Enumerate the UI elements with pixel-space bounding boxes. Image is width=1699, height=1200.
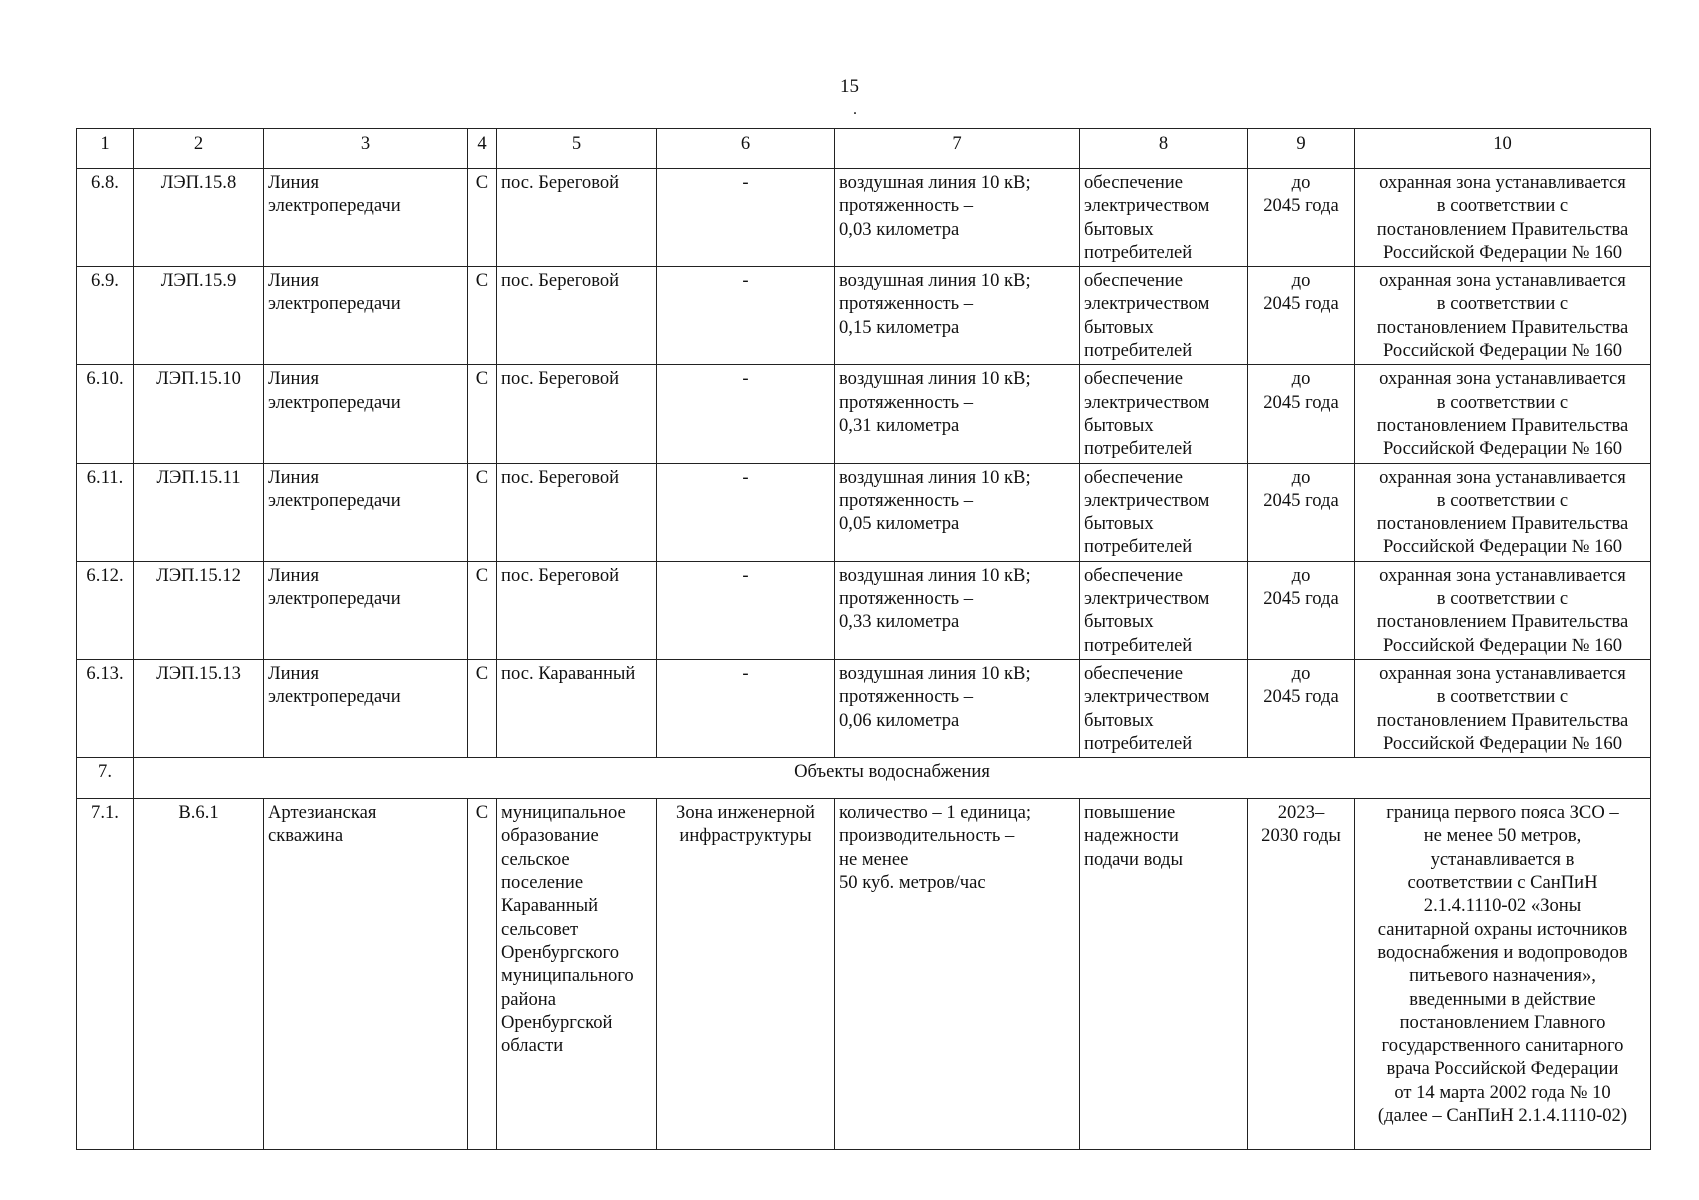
object-code: ЛЭП.15.12 — [134, 561, 264, 659]
object-location: пос. Береговой — [497, 365, 657, 463]
object-name: Линия электропередачи — [264, 365, 468, 463]
column-number: 9 — [1248, 129, 1355, 169]
object-code: ЛЭП.15.11 — [134, 463, 264, 561]
object-characteristics: воздушная линия 10 кВ; протяженность – 0,15 километра — [835, 267, 1080, 365]
functional-zone: - — [657, 659, 835, 757]
column-number: 8 — [1080, 129, 1248, 169]
functional-zone: - — [657, 463, 835, 561]
implementation-term: до 2045 года — [1248, 365, 1355, 463]
zone-restrictions: охранная зона устанавливается в соответствии с постановлением Правительства Российской Федерации № 160 — [1355, 169, 1651, 267]
row-number: 6.12. — [77, 561, 134, 659]
column-number: 6 — [657, 129, 835, 169]
column-number: 5 — [497, 129, 657, 169]
dot-mark: . — [853, 101, 857, 118]
row-number: 7.1. — [77, 799, 134, 1150]
object-status: С — [468, 799, 497, 1150]
zone-restrictions: охранная зона устанавливается в соответствии с постановлением Правительства Российской Федерации № 160 — [1355, 267, 1651, 365]
object-status: С — [468, 463, 497, 561]
implementation-term: до 2045 года — [1248, 659, 1355, 757]
table-row — [77, 169, 1651, 267]
object-characteristics: воздушная линия 10 кВ; протяженность – 0,33 километра — [835, 561, 1080, 659]
object-purpose: повышение надежности подачи воды — [1080, 799, 1248, 1150]
object-code: В.6.1 — [134, 799, 264, 1150]
object-characteristics: воздушная линия 10 кВ; протяженность – 0,05 километра — [835, 463, 1080, 561]
implementation-term: 2023– 2030 годы — [1248, 799, 1355, 1150]
row-number: 6.13. — [77, 659, 134, 757]
column-number-row — [77, 129, 1651, 169]
object-location: пос. Береговой — [497, 463, 657, 561]
object-status: С — [468, 561, 497, 659]
zone-restrictions: охранная зона устанавливается в соответствии с постановлением Правительства Российской Федерации № 160 — [1355, 365, 1651, 463]
functional-zone: - — [657, 365, 835, 463]
row-number: 6.8. — [77, 169, 134, 267]
table-row — [77, 659, 1651, 757]
functional-zone: Зона инженерной инфраструктуры — [657, 799, 835, 1150]
object-status: С — [468, 659, 497, 757]
functional-zone: - — [657, 169, 835, 267]
functional-zone: - — [657, 267, 835, 365]
column-number: 10 — [1355, 129, 1651, 169]
object-location: пос. Береговой — [497, 169, 657, 267]
table-row — [77, 463, 1651, 561]
section-number: 7. — [77, 758, 134, 799]
implementation-term: до 2045 года — [1248, 463, 1355, 561]
planning-table — [76, 128, 1651, 1150]
object-characteristics: количество – 1 единица; производительность – не менее 50 куб. метров/час — [835, 799, 1080, 1150]
object-name: Линия электропередачи — [264, 463, 468, 561]
page-number: 15 — [840, 76, 859, 97]
object-name: Линия электропередачи — [264, 267, 468, 365]
zone-restrictions: охранная зона устанавливается в соответствии с постановлением Правительства Российской Федерации № 160 — [1355, 561, 1651, 659]
table-row — [77, 365, 1651, 463]
table-row — [77, 799, 1651, 1150]
row-number: 6.9. — [77, 267, 134, 365]
column-number: 1 — [77, 129, 134, 169]
object-location: пос. Береговой — [497, 267, 657, 365]
section-title: Объекты водоснабжения — [134, 758, 1651, 799]
object-code: ЛЭП.15.10 — [134, 365, 264, 463]
object-status: С — [468, 169, 497, 267]
implementation-term: до 2045 года — [1248, 267, 1355, 365]
implementation-term: до 2045 года — [1248, 561, 1355, 659]
object-purpose: обеспечение электричеством бытовых потребителей — [1080, 365, 1248, 463]
object-location: пос. Караванный — [497, 659, 657, 757]
column-number: 4 — [468, 129, 497, 169]
object-name: Линия электропередачи — [264, 561, 468, 659]
column-number: 7 — [835, 129, 1080, 169]
column-number: 3 — [264, 129, 468, 169]
object-status: С — [468, 365, 497, 463]
object-characteristics: воздушная линия 10 кВ; протяженность – 0,06 километра — [835, 659, 1080, 757]
zone-restrictions: охранная зона устанавливается в соответствии с постановлением Правительства Российской Федерации № 160 — [1355, 463, 1651, 561]
row-number: 6.10. — [77, 365, 134, 463]
object-name: Линия электропередачи — [264, 169, 468, 267]
object-code: ЛЭП.15.9 — [134, 267, 264, 365]
functional-zone: - — [657, 561, 835, 659]
object-name: Линия электропередачи — [264, 659, 468, 757]
object-status: С — [468, 267, 497, 365]
column-number: 2 — [134, 129, 264, 169]
object-purpose: обеспечение электричеством бытовых потребителей — [1080, 267, 1248, 365]
object-purpose: обеспечение электричеством бытовых потребителей — [1080, 561, 1248, 659]
object-purpose: обеспечение электричеством бытовых потребителей — [1080, 659, 1248, 757]
zone-restrictions: охранная зона устанавливается в соответствии с постановлением Правительства Российской Федерации № 160 — [1355, 659, 1651, 757]
row-number: 6.11. — [77, 463, 134, 561]
object-code: ЛЭП.15.13 — [134, 659, 264, 757]
object-purpose: обеспечение электричеством бытовых потребителей — [1080, 169, 1248, 267]
object-name: Артезианская скважина — [264, 799, 468, 1150]
table-row — [77, 267, 1651, 365]
object-location: пос. Береговой — [497, 561, 657, 659]
zone-restrictions: граница первого пояса ЗСО – не менее 50 метров, устанавливается в соответствии с СанПиН 2.1.4.1110-02 «Зоны санитарной охраны источников водоснабжения и водопроводов питьевого назначения», введенными в действие постановлением Главного государственного санитарного врача Российской Федерации от 14 марта 2002 года № 10 (далее – СанПиН 2.1.4.1110-02) — [1355, 799, 1651, 1150]
object-characteristics: воздушная линия 10 кВ; протяженность – 0,03 километра — [835, 169, 1080, 267]
implementation-term: до 2045 года — [1248, 169, 1355, 267]
section-row — [77, 758, 1651, 799]
object-code: ЛЭП.15.8 — [134, 169, 264, 267]
object-characteristics: воздушная линия 10 кВ; протяженность – 0,31 километра — [835, 365, 1080, 463]
table-row — [77, 561, 1651, 659]
object-location: муниципальное образование сельское поселение Караванный сельсовет Оренбургского муниципального района Оренбургской области — [497, 799, 657, 1150]
object-purpose: обеспечение электричеством бытовых потребителей — [1080, 463, 1248, 561]
